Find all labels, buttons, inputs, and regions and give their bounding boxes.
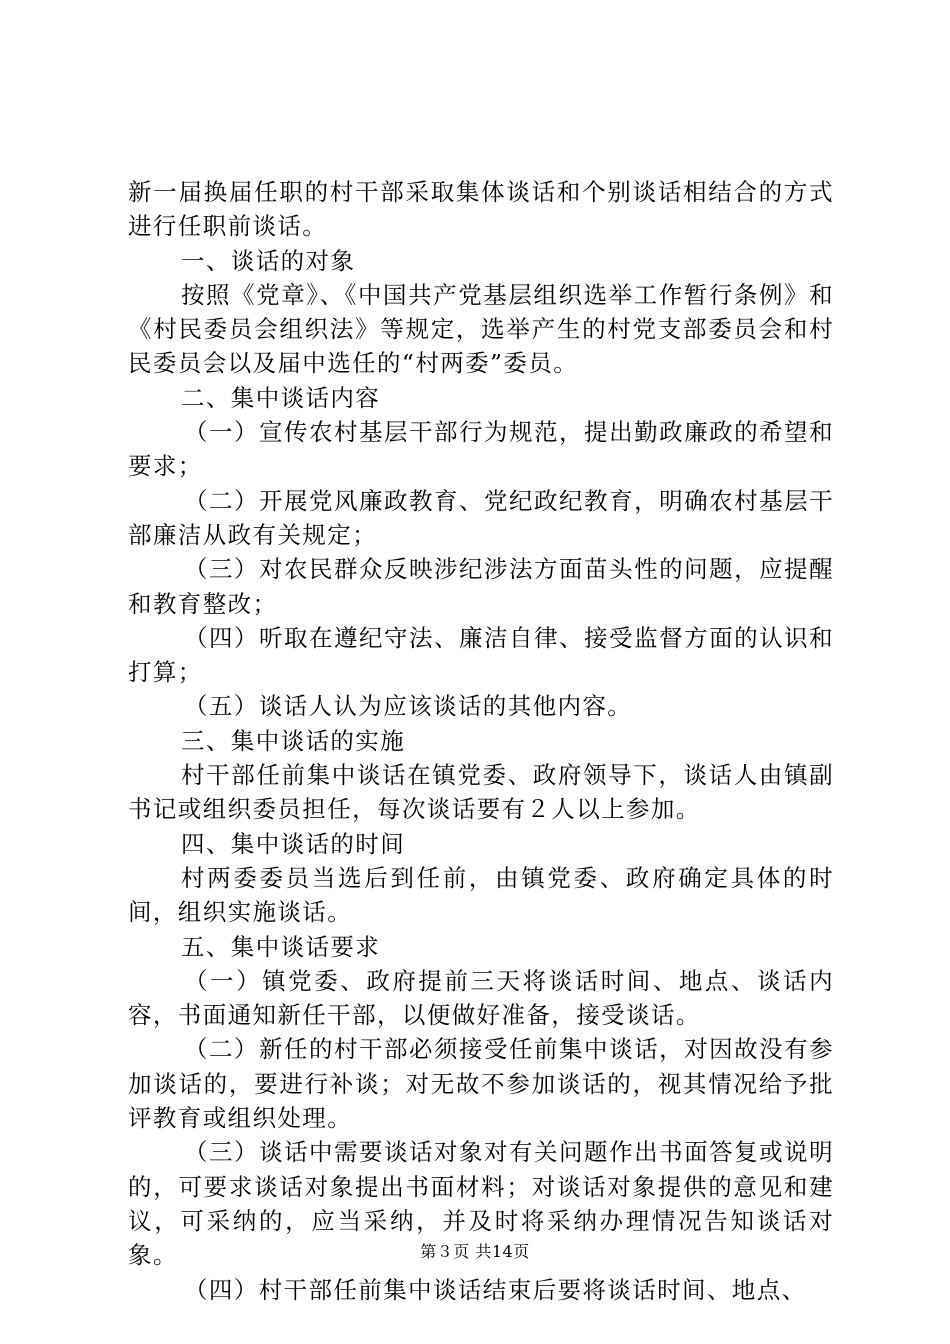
section-heading-3: 三、集中谈话的实施 xyxy=(181,726,406,755)
list-item-2-5: （五）谈话人认为应该谈话的其他内容。 xyxy=(184,692,633,721)
list-item-5-1: （一）镇党委、政府提前三天将谈话时间、地点、谈话内容，书面通知新任干部，以便做好准备，接受谈话。 xyxy=(128,966,834,1030)
section-heading-2: 二、集中谈话内容 xyxy=(181,383,381,412)
list-item-2-1: （一）宣传农村基层干部行为规范，提出勤政廉政的希望和要求； xyxy=(128,418,834,481)
list-item-5-2: （二）新任的村干部必须接受任前集中谈话，对因故没有参加谈话的，要进行补谈；对无故不参加谈话的，视其情况给予批评教育或组织处理。 xyxy=(128,1035,834,1133)
list-item-2-4: （四）听取在遵纪守法、廉洁自律、接受监督方面的认识和打算； xyxy=(128,623,834,687)
section-heading-1: 一、谈话的对象 xyxy=(181,246,356,275)
section-heading-5: 五、集中谈话要求 xyxy=(181,932,381,961)
list-item-2-2: （二）开展党风廉政教育、党纪政纪教育，明确农村基层干部廉洁从政有关规定； xyxy=(128,486,834,549)
list-item-2-3: （三）对农民群众反映涉纪涉法方面苗头性的问题，应提醒和教育整改； xyxy=(128,555,834,618)
list-item-5-4: （四）村干部任前集中谈话结束后要将谈话时间、地点、 xyxy=(184,1275,807,1304)
document-body xyxy=(128,175,834,1307)
paragraph-4: 村两委委员当选后到任前，由镇党委、政府确定具体的时间，组织实施谈话。 xyxy=(128,863,834,927)
paragraph-intro: 新一届换届任职的村干部采取集体谈话和个别谈话相结合的方式进行任职前谈话。 xyxy=(128,178,834,241)
section-heading-4: 四、集中谈话的时间 xyxy=(181,829,406,858)
page-number: 第３页 共14页 xyxy=(420,1242,530,1261)
paragraph-1: 按照《党章》、《中国共产党基层组织选举工作暂行条例》和《村民委员会组织法》等规定，选举产生的村党支部委员会和村民委员会以及届中选任的“村两委”委员。 xyxy=(128,280,834,378)
page-footer xyxy=(0,1242,950,1262)
list-item-5-3: （三）谈话中需要谈话对象对有关问题作出书面答复或说明的，可要求谈话对象提出书面材料；对谈话对象提供的意见和建议，可采纳的，应当采纳，并及时将采纳办理情况告知谈话对象。 xyxy=(128,1138,834,1270)
paragraph-3: 村干部任前集中谈话在镇党委、政府领导下，谈话人由镇副书记或组织委员担任，每次谈话要有２人以上参加。 xyxy=(128,761,834,824)
